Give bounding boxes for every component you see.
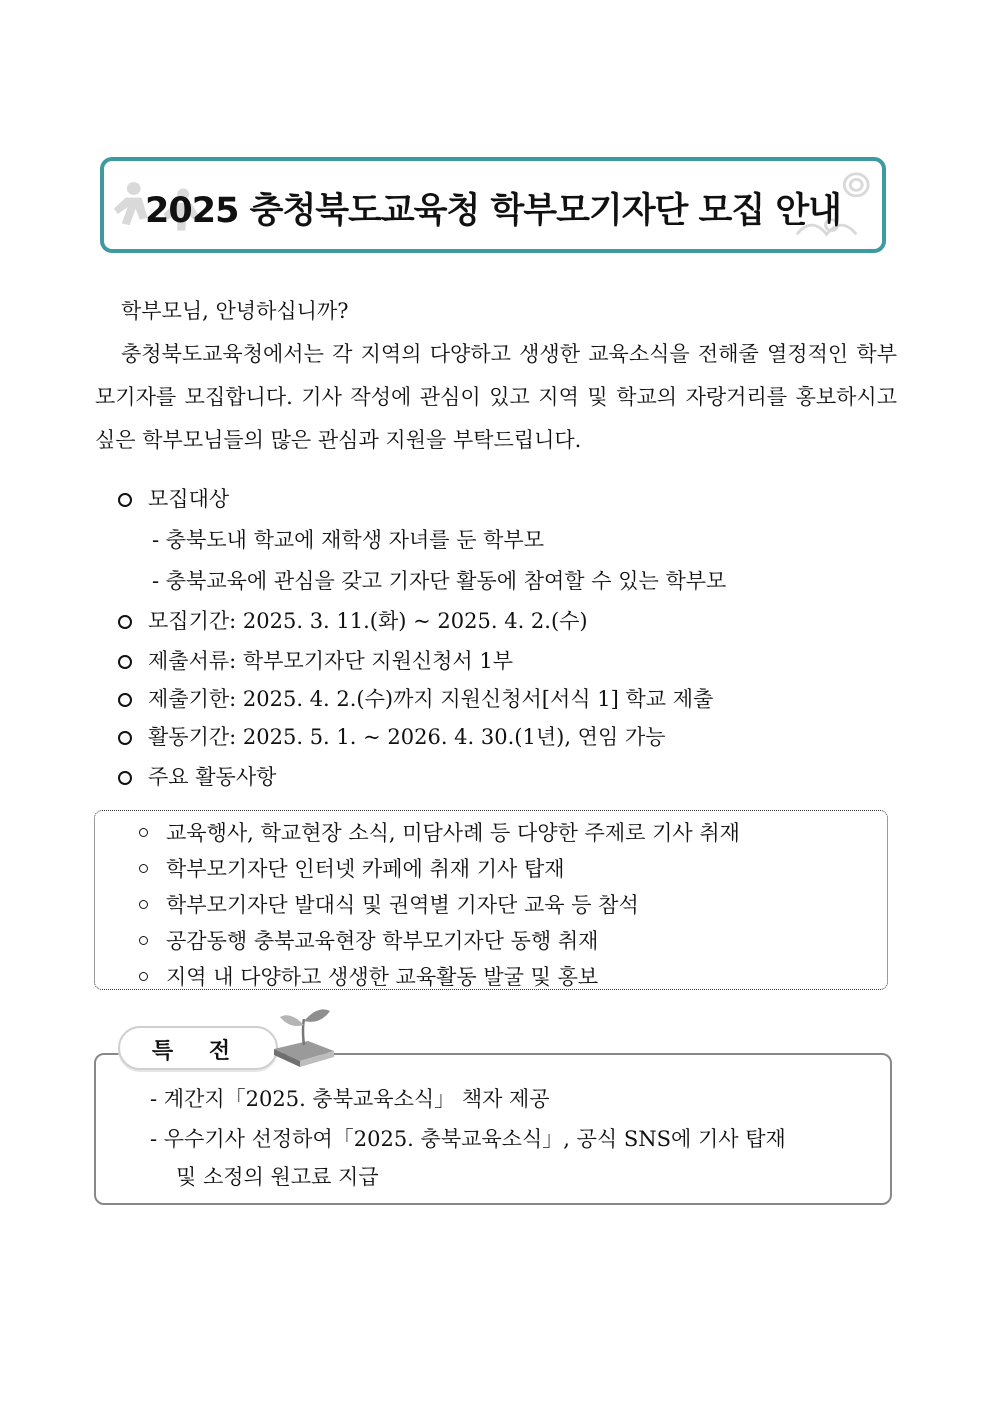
submit-documents: 제출서류: 학부모기자단 지원신청서 1부 — [118, 642, 513, 680]
activity-period: 활동기간: 2025. 5. 1. ~ 2026. 4. 30.(1년), 연임 가능 — [118, 718, 666, 756]
target-heading: 모집대상 — [118, 480, 229, 518]
page-title: 2025 충청북도교육청 학부모기자단 모집 안내 — [145, 191, 841, 231]
benefit-item: - 우수기사 선정하여「2025. 충북교육소식」, 공식 SNS에 기사 탑재 — [150, 1127, 786, 1151]
recruit-period: 모집기간: 2025. 3. 11.(화) ~ 2025. 4. 2.(수) — [118, 602, 588, 640]
small-circle-bullet-icon — [139, 864, 148, 873]
circle-bullet-icon — [118, 615, 132, 629]
small-circle-bullet-icon — [139, 828, 148, 837]
submit-deadline: 제출기한: 2025. 4. 2.(수)까지 지원신청서[서식 1] 학교 제출 — [118, 680, 713, 718]
small-circle-bullet-icon — [139, 900, 148, 909]
benefits-label: 특 전 — [151, 1039, 245, 1064]
book-sprout-icon — [268, 1005, 340, 1069]
intro-body: 충청북도교육청에서는 각 지역의 다양하고 생생한 교육소식을 전해줄 열정적인 학부모기자를 모집합니다. 기사 작성에 관심이 있고 지역 및 학교의 자랑거리를 홍보하시고 싶은 학부모님들의 많은 관심과 지원을 부탁드립니다. — [95, 342, 897, 452]
circle-bullet-icon — [118, 655, 132, 669]
circle-bullet-icon — [118, 493, 132, 507]
list-item: 공감동행 충북교육현장 학부모기자단 동행 취재 — [139, 923, 887, 959]
circle-bullet-icon — [118, 771, 132, 785]
list-item: 교육행사, 학교현장 소식, 미담사례 등 다양한 주제로 기사 취재 — [139, 815, 887, 851]
list-item: 지역 내 다양하고 생생한 교육활동 발굴 및 홍보 — [139, 959, 887, 995]
target-item: - 충북교육에 관심을 갖고 기자단 활동에 참여할 수 있는 학부모 — [152, 569, 727, 593]
benefits-tab — [118, 1026, 278, 1070]
list-item: 학부모기자단 인터넷 카페에 취재 기사 탑재 — [139, 851, 887, 887]
small-circle-bullet-icon — [139, 972, 148, 981]
list-item: 학부모기자단 발대식 및 권역별 기자단 교육 등 참석 — [139, 887, 887, 923]
circle-bullet-icon — [118, 693, 132, 707]
activities-list — [95, 811, 887, 995]
greeting: 학부모님, 안녕하십니까? — [121, 299, 349, 323]
benefit-item: - 계간지「2025. 충북교육소식」 책자 제공 — [150, 1087, 550, 1111]
title-banner — [100, 157, 886, 253]
activities-box — [94, 810, 888, 990]
activities-heading: 주요 활동사항 — [118, 758, 276, 796]
circle-bullet-icon — [118, 731, 132, 745]
benefit-item-continued: 및 소정의 원고료 지급 — [176, 1165, 379, 1189]
intro — [95, 290, 897, 462]
target-item: - 충북도내 학교에 재학생 자녀를 둔 학부모 — [152, 528, 545, 552]
small-circle-bullet-icon — [139, 936, 148, 945]
